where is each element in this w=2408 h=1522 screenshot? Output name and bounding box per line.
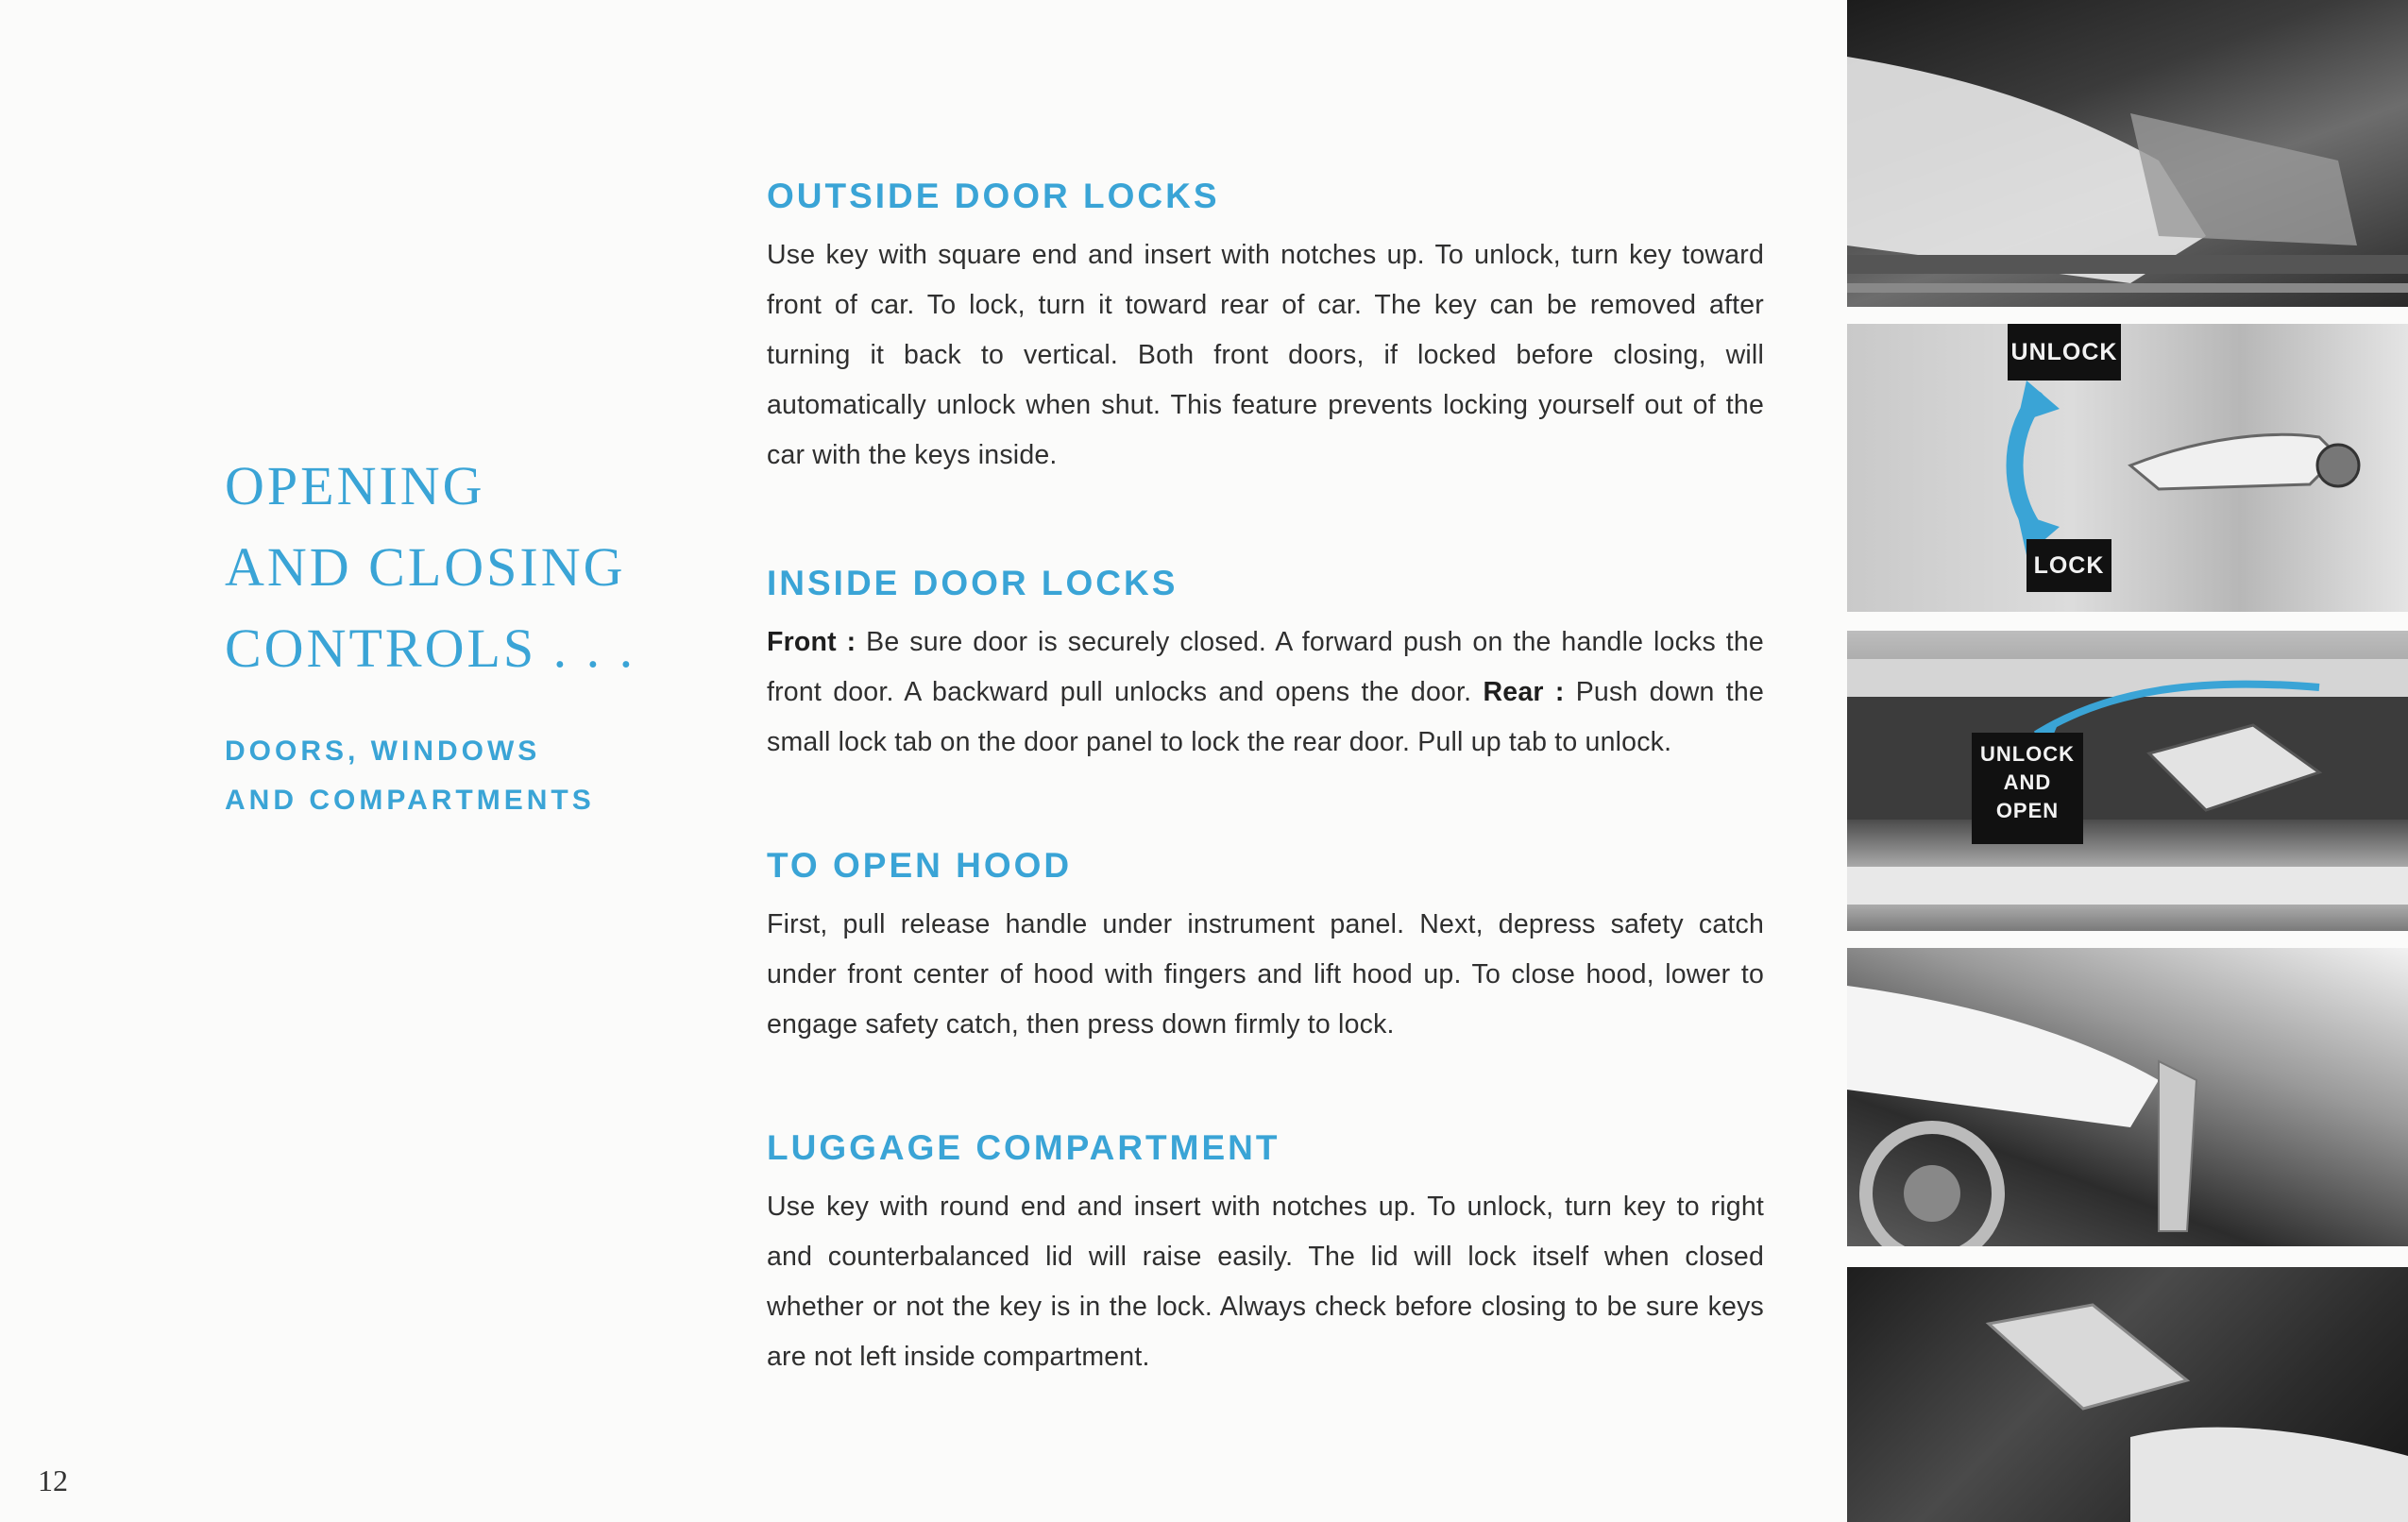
section-heading: TO OPEN HOOD [767, 846, 1073, 885]
photo-rear-door-lock-tab [1847, 631, 2408, 931]
subtitle-line-2: AND COMPARTMENTS [225, 785, 595, 816]
label-line: OPEN [1995, 799, 2060, 822]
front-text: Be sure door is securely closed. A forward push on the handle locks the front door. A backward pull unlocks and opens the door. [767, 627, 1764, 707]
photo-outside-key-lock [1847, 0, 2408, 307]
section-luggage-compartment [767, 1127, 1764, 1382]
title-line-1: OPENING [225, 455, 485, 516]
section-heading: OUTSIDE DOOR LOCKS [767, 177, 1220, 215]
hood-catch-illustration [1847, 948, 2408, 1246]
unlock-label: UNLOCK [2008, 324, 2121, 380]
title-line-3: CONTROLS . . . [225, 617, 636, 679]
label-line: AND [2003, 770, 2052, 794]
unlock-and-open-label [1972, 733, 2083, 844]
lock-label: LOCK [2026, 539, 2111, 592]
page-subtitle [225, 727, 659, 825]
rear-text: Push down the small lock tab on the door panel to lock the rear door. Pull up tab to unlock. [767, 677, 1764, 757]
title-block [225, 446, 659, 825]
label-line: UNLOCK [1979, 742, 2076, 766]
door-handle-illustration [1847, 324, 2408, 612]
title-line-2: AND CLOSING [225, 536, 626, 598]
lock-tab-illustration [1847, 631, 2408, 931]
section-body [767, 617, 1764, 768]
section-body: First, pull release handle under instrument panel. Next, depress safety catch under front center of hood with fingers and lift hood up. To close hood, lower to engage safety catch, then press down firmly to lock. [767, 909, 1764, 1040]
section-outside-door-locks [767, 176, 1764, 481]
photo-hood-release [1847, 948, 2408, 1246]
rear-label: Rear : [1483, 677, 1565, 707]
section-inside-door-locks [767, 563, 1764, 768]
section-body: Use key with round end and insert with notches up. To unlock, turn key to right and counterbalanced lid will raise easily. The lid will lock itself when closed whether or not the key is in the lock. Always check before closing to be sure keys are not left inside compartment. [767, 1192, 1764, 1372]
trunk-lock-illustration [1847, 1267, 2408, 1522]
subtitle-line-1: DOORS, WINDOWS [225, 736, 541, 767]
section-open-hood [767, 845, 1764, 1050]
section-heading: INSIDE DOOR LOCKS [767, 564, 1179, 602]
photo-inside-door-handle [1847, 324, 2408, 612]
photo-luggage-key [1847, 1267, 2408, 1522]
page-number: 12 [38, 1463, 68, 1497]
page-title [225, 446, 659, 689]
hand-key-illustration [1847, 0, 2408, 307]
section-heading: LUGGAGE COMPARTMENT [767, 1128, 1280, 1167]
section-body: Use key with square end and insert with notches up. To unlock, turn key toward front of car. To lock, turn it toward rear of car. The key can be removed after turning it back to vertical. Both front doors, if locked before closing, will automatically unlock when shut. This feature prevents locking yourself out of the car with the keys inside. [767, 240, 1764, 470]
photo-strip [1841, 0, 2408, 1522]
front-label: Front : [767, 627, 856, 657]
